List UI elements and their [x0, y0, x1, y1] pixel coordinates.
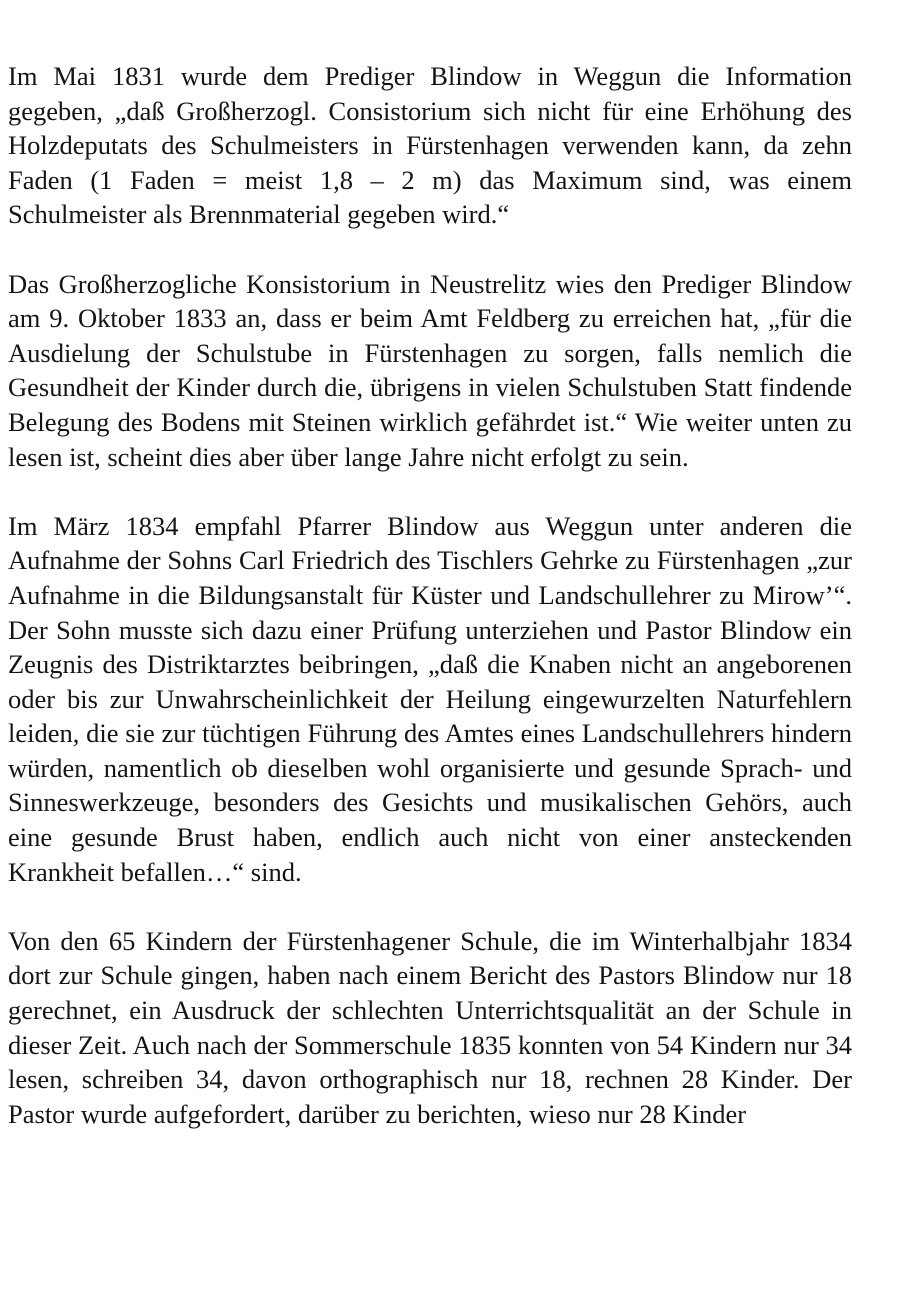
paragraph-3: Im März 1834 empfahl Pfarrer Blindow aus Weggun unter anderen die Aufnahme der Sohns Carl Friedrich des Tischlers Gehrke zu Fürstenhagen „zur Aufnahme in die Bildungsanstalt für Küster und Landschullehrer zu Mirow’“. Der Sohn musste sich dazu einer Prüfung unterziehen und Pastor Blindow ein Zeugnis des Distriktarztes beibringen, „daß die Knaben nicht an angeborenen oder bis zur Unwahrscheinlichkeit der Heilung eingewurzelten Naturfehlern leiden, die sie zur tüchtigen Führung des Amtes eines Landschullehrers hindern würden, namentlich ob dieselben wohl organisierte und gesunde Sprach- und Sinneswerkzeuge, besonders des Gesichts und musikalischen Gehörs, auch eine gesunde Brust haben, endlich auch nicht von einer ansteckenden Krankheit befallen…“ sind. [8, 510, 852, 887]
paragraph-1: Im Mai 1831 wurde dem Prediger Blindow in Weggun die Information gegeben, „daß Großherzogl. Consistorium sich nicht für eine Erhöhung des Holzdeputats des Schulmeisters in Fürstenhagen verwenden kann, da zehn Faden (1 Faden = meist 1,8 – 2 m) das Maximum sind, was einem Schulmeister als Brennmaterial gegeben wird.“ [8, 61, 852, 230]
paragraph-2: Das Großherzogliche Konsistorium in Neustrelitz wies den Prediger Blindow am 9. Oktober 1833 an, dass er beim Amt Feldberg zu erreichen hat, „für die Ausdielung der Schulstube in Fürstenhagen zu sorgen, falls nemlich die Gesundheit der Kinder durch die, übrigens in vielen Schulstuben Statt findende Belegung des Bodens mit Steinen wirklich gefährdet ist.“ Wie weiter unten zu lesen ist, scheint dies aber über lange Jahre nicht erfolgt zu sein. [8, 268, 852, 472]
paragraph-4: Von den 65 Kindern der Fürstenhagener Schule, die im Winterhalbjahr 1834 dort zur Schule gingen, haben nach einem Bericht des Pastors Blindow nur 18 gerechnet, ein Ausdruck der schlechten Unterrichtsqualität an der Schule in dieser Zeit. Auch nach der Sommerschule 1835 konnten von 54 Kindern nur 34 lesen, schreiben 34, davon orthographisch nur 18, rechnen 28 Kinder. Der Pastor wurde aufgefordert, darüber zu berichten, wieso nur 28 Kinder [8, 925, 852, 1129]
